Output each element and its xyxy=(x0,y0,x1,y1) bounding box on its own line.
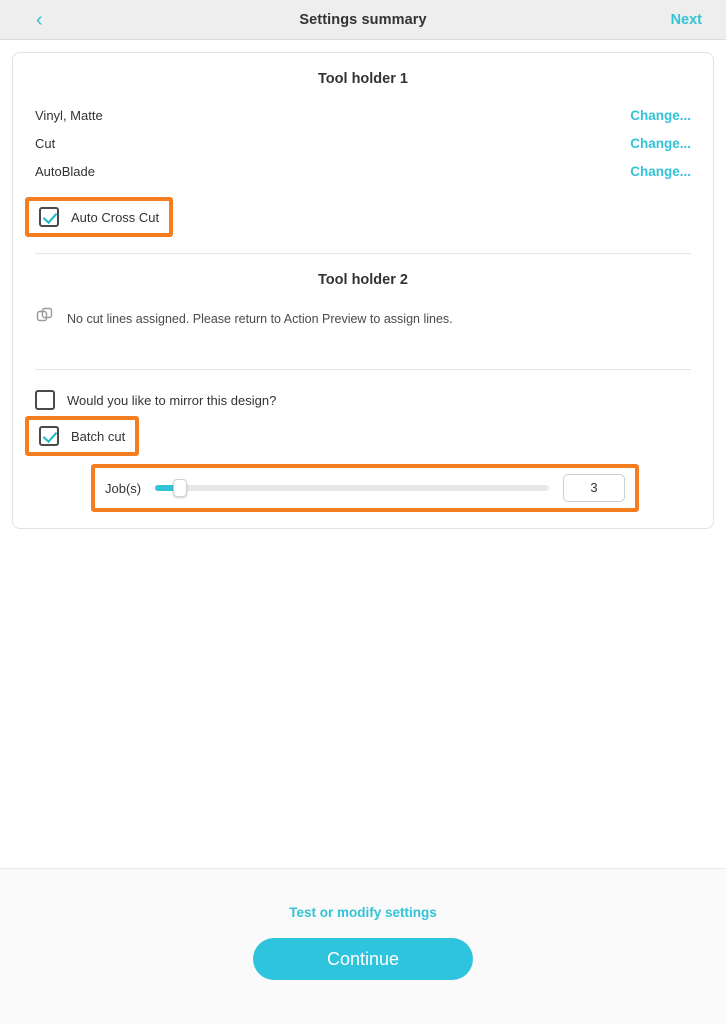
jobs-slider-thumb[interactable] xyxy=(173,479,187,497)
jobs-row xyxy=(91,464,639,512)
tool-holder-2-message-row xyxy=(35,302,691,353)
settings-card xyxy=(12,52,714,529)
continue-button[interactable]: Continue xyxy=(253,938,473,980)
change-action-button[interactable]: Change... xyxy=(630,135,691,151)
auto-cross-cut-row[interactable] xyxy=(25,197,173,237)
auto-cross-cut-highlight xyxy=(25,197,691,237)
mirror-design-checkbox[interactable] xyxy=(35,390,55,410)
jobs-slider[interactable] xyxy=(155,479,549,497)
app-header xyxy=(0,0,726,40)
batch-cut-highlight xyxy=(25,416,691,456)
change-tool-button[interactable]: Change... xyxy=(630,163,691,179)
jobs-value-input[interactable]: 3 xyxy=(563,474,625,502)
tool-holder-2-title: Tool holder 2 xyxy=(318,272,408,288)
jobs-highlight xyxy=(91,464,639,512)
tool-label: AutoBlade xyxy=(35,163,95,179)
table-row xyxy=(35,101,691,129)
table-row xyxy=(35,129,691,157)
material-label: Vinyl, Matte xyxy=(35,107,103,123)
change-material-button[interactable]: Change... xyxy=(630,107,691,123)
page-title: Settings summary xyxy=(299,11,427,28)
copy-layers-icon xyxy=(35,306,55,331)
batch-cut-row[interactable] xyxy=(25,416,139,456)
jobs-label: Job(s) xyxy=(105,480,142,496)
mirror-design-row[interactable] xyxy=(35,370,691,410)
tool-holder-1-title: Tool holder 1 xyxy=(318,71,408,87)
mirror-design-label: Would you like to mirror this design? xyxy=(67,392,277,408)
batch-cut-checkbox[interactable] xyxy=(39,426,59,446)
table-row xyxy=(35,157,691,185)
tool-holder-2-message: No cut lines assigned. Please return to Action Preview to assign lines. xyxy=(67,311,453,326)
test-or-modify-settings-link[interactable]: Test or modify settings xyxy=(289,905,437,920)
jobs-slider-track[interactable] xyxy=(155,485,549,491)
footer-bar xyxy=(0,868,726,1024)
back-icon[interactable]: ‹ xyxy=(36,8,43,31)
auto-cross-cut-label: Auto Cross Cut xyxy=(71,209,160,225)
auto-cross-cut-checkbox[interactable] xyxy=(39,207,59,227)
batch-cut-label: Batch cut xyxy=(71,428,126,444)
settings-content xyxy=(0,40,726,529)
action-label: Cut xyxy=(35,135,56,151)
next-button[interactable]: Next xyxy=(670,11,702,28)
